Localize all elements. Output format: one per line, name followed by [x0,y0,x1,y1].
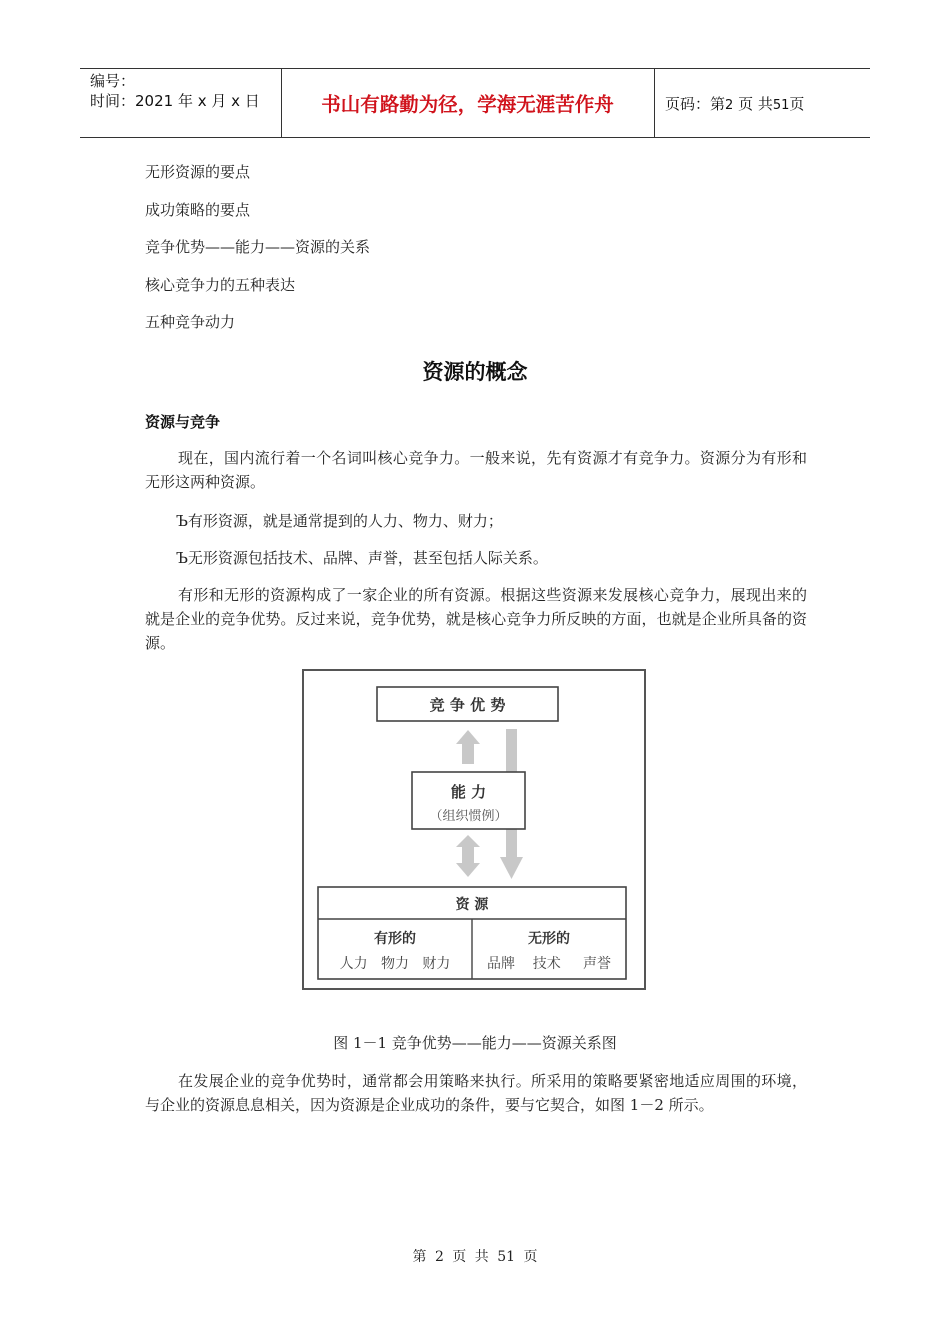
figure-caption: 图 1－1 竞争优势——能力——资源关系图 [333,1034,617,1052]
subsection-heading: 资源与竞争 [145,413,221,431]
page-header [80,68,870,138]
toc-item: 无形资源的要点 [145,163,251,181]
toc-item: 成功策略的要点 [145,201,251,219]
header-divider [654,69,655,137]
section-heading: 资源的概念 [422,360,528,384]
capability-sublabel: （组织惯例） [429,809,508,824]
bullet-mark: Ъ [176,549,188,567]
header-motto: 书山有路勤为径，学海无涯苦作舟 [321,93,614,116]
toc-item: 竞争优势——能力——资源的关系 [145,238,371,256]
resources-label: 资 源 [455,897,489,913]
intangible-label: 无形的 [528,931,570,947]
bullet-mark: Ъ [176,512,188,530]
number-label: 编号： [90,72,136,90]
capability-label: 能 力 [450,783,487,801]
paragraph-2: 有形和无形的资源构成了一家企业的所有资源。根据这些资源来发展核心竞争力，展现出来的就是企业的竞争优势。反过来说，竞争优势，就是核心竞争力所反映的方面，也就是企业所具备的资源。 [145,586,807,652]
page-footer: 第 2 页 共 51 页 [412,1249,538,1265]
intangible-items: 品牌 技术 声誉 [486,956,612,972]
bullet-item: Ъ有形资源，就是通常提到的人力、物力、财力； [176,512,503,530]
date-line: 时间：2021 年 x 月 x 日 [90,92,260,110]
toc-item: 核心竞争力的五种表达 [145,276,296,294]
paragraph-1: 现在，国内流行着一个名词叫核心竞争力。一般来说，先有资源才有竞争力。资源分为有形和无形这两种资源。 [145,449,807,491]
toc-item: 五种竞争动力 [145,313,236,331]
bullet-item: Ъ无形资源包括技术、品牌、声誉，甚至包括人际关系。 [176,549,548,567]
relationship-diagram [302,669,646,990]
tangible-label: 有形的 [374,931,416,947]
header-meta [90,71,260,111]
paragraph-3: 在发展企业的竞争优势时，通常都会用策略来执行。所采用的策略要紧密地适应周围的环境，与企业的资源息息相关，因为资源是企业成功的条件，要与它契合，如图 1－2 所示。 [145,1072,807,1114]
tangible-items: 人力 物力 财力 [339,956,451,972]
header-page-number: 页码：第2 页 共51页 [665,95,805,113]
competitive-advantage-label: 竞 争 优 势 [429,696,506,714]
